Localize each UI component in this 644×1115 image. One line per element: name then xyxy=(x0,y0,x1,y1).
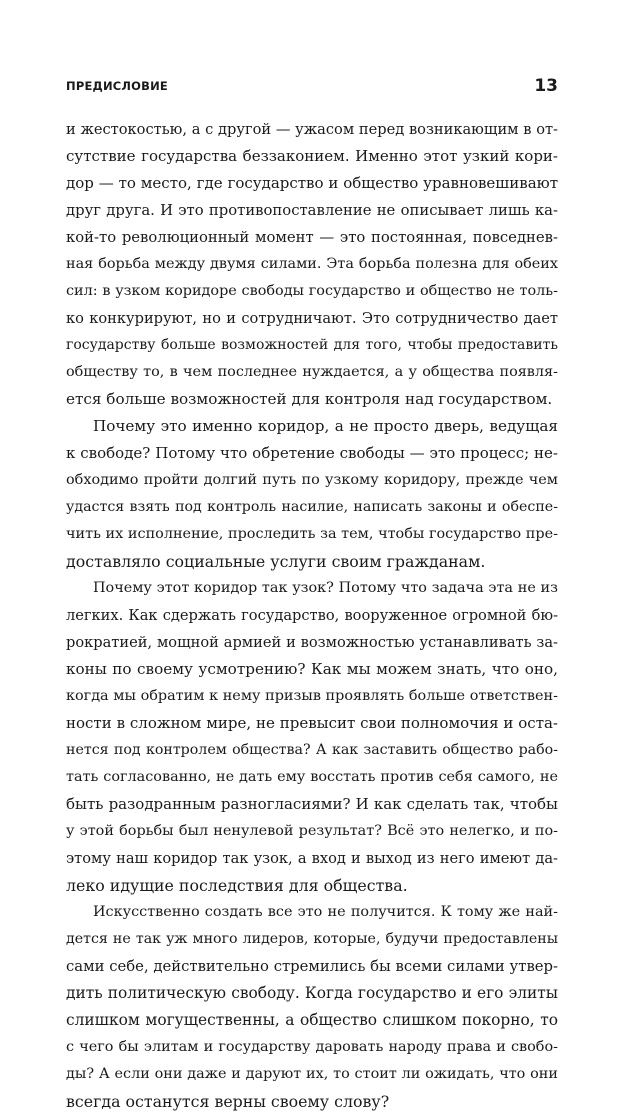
text-line: ды? А если они даже и даруют их, то стоит ли ожидать, что они xyxy=(66,1066,558,1082)
text-line: всегда останутся верны своему слову? xyxy=(66,1092,390,1111)
text-line: легких. Как сдержать государство, вооруженное огромной бю- xyxy=(66,607,558,624)
paragraph xyxy=(66,899,558,1115)
text-line: к свободе? Потому что обретение свободы — это процесс; не- xyxy=(66,444,558,462)
text-line: леко идущие последствия для общества. xyxy=(66,876,408,895)
text-line: доставляло социальные услуги своим гражданам. xyxy=(66,552,486,571)
text-line: друг друга. И это противопоставление не описывает лишь ка- xyxy=(66,202,558,219)
text-line: когда мы обратим к нему призыв проявлять больше ответствен- xyxy=(66,688,558,704)
text-line: обходимо пройти долгий путь по узкому коридору, прежде чем xyxy=(66,472,558,488)
text-line: Почему этот коридор так узок? Потому что задача эта не из xyxy=(93,580,558,596)
text-line: и жестокостью, а с другой — ужасом перед возникающим в от- xyxy=(66,121,558,138)
paragraph xyxy=(66,575,558,899)
text-line: дить политическую свободу. Когда государство и его элиты xyxy=(66,984,558,1002)
text-line: сил: в узком коридоре свободы государство и общество не толь- xyxy=(66,283,558,299)
text-line: сами себе, действительно стремились бы всеми силами утвер- xyxy=(66,958,558,975)
text-line: нется под контролем общества? А как заставить общество рабо- xyxy=(66,742,558,758)
text-line: Почему это именно коридор, а не просто дверь, ведущая xyxy=(93,417,558,435)
text-line: быть разодранным разногласиями? И как сделать так, чтобы xyxy=(66,795,558,813)
text-line: удастся взять под контроль насилие, написать законы и обеспе- xyxy=(66,499,558,515)
page-number: 13 xyxy=(534,76,558,96)
text-line: дется не так уж много лидеров, которые, будучи предоставлены xyxy=(66,931,558,947)
text-line: сутствие государства беззаконием. Именно этот узкий кори- xyxy=(66,147,558,165)
text-line: ется больше возможностей для контроля над государством. xyxy=(66,390,553,408)
text-line: слишком могущественны, а общество слишком покорно, то xyxy=(66,1011,558,1029)
text-line: рократией, мощной армией и возможностью устанавливать за- xyxy=(66,634,558,651)
text-line: ности в сложном мире, не превысит свои полномочия и оста- xyxy=(66,714,558,732)
paragraph xyxy=(66,116,558,413)
page-header xyxy=(66,76,558,100)
text-line: ко конкурируют, но и сотрудничают. Это сотрудничество дает xyxy=(66,310,558,327)
text-line: ная борьба между двумя силами. Эта борьба полезна для обеих xyxy=(66,256,558,272)
paragraph xyxy=(66,413,558,575)
text-line: Искусственно создать все это не получится. К тому же най- xyxy=(93,904,558,920)
text-line: чить их исполнение, проследить за тем, чтобы государство пре- xyxy=(66,526,558,542)
text-line: государству больше возможностей для того, чтобы предоставить xyxy=(66,337,558,353)
text-line: кой-то революционный момент — это постоянная, повседнев- xyxy=(66,229,558,246)
text-line: коны по своему усмотрению? Как мы можем знать, что оно, xyxy=(66,660,558,678)
body-text xyxy=(66,116,558,1115)
text-line: обществу то, в чем последнее нуждается, а у общества появля- xyxy=(66,364,558,380)
text-line: этому наш коридор так узок, а вход и выход из него имеют да- xyxy=(66,850,558,867)
text-line: у этой борьбы был ненулевой результат? Всё это нелегко, и по- xyxy=(66,823,558,839)
text-line: дор — то место, где государство и общество уравновешивают xyxy=(66,174,558,192)
text-line: с чего бы элитам и государству даровать народу права и свобо- xyxy=(66,1039,558,1055)
running-title: ПРЕДИСЛОВИЕ xyxy=(66,79,168,93)
text-line: тать согласованно, не дать ему восстать против себя самого, не xyxy=(66,769,558,785)
